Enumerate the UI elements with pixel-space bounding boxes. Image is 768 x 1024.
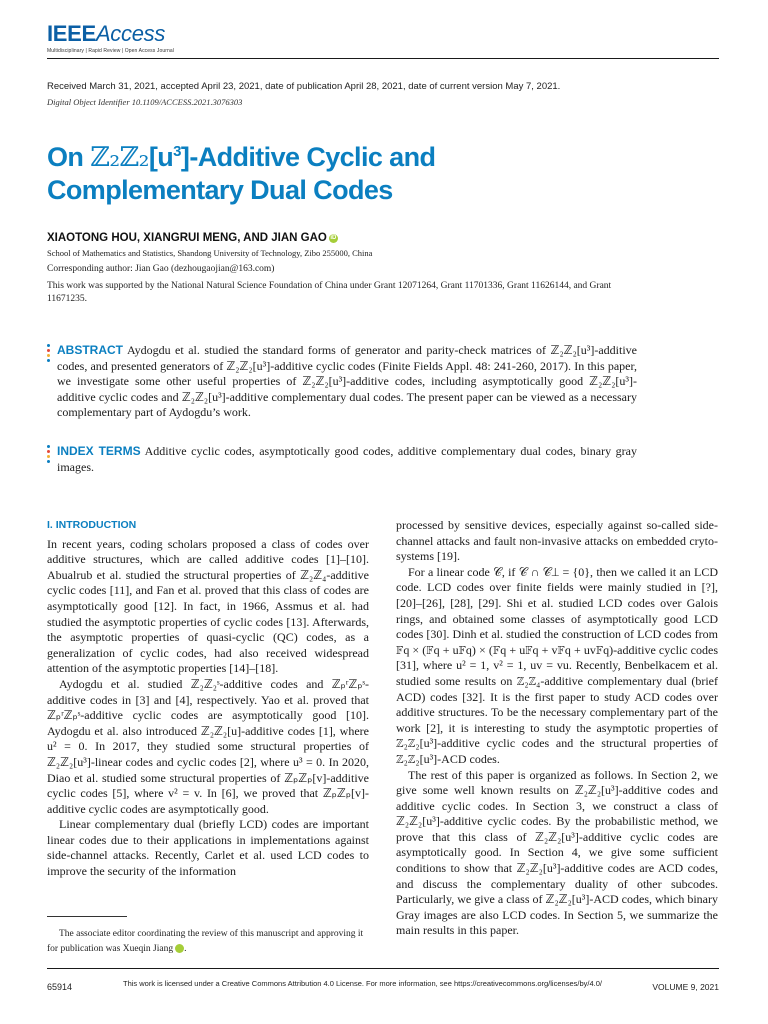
license-note[interactable]: This work is licensed under a Creative Commons Attribution 4.0 License. For more information, see https://creativecommons.org/licenses/by/4.0/ — [123, 979, 602, 988]
paragraph: Aydogdu et al. studied ℤ₂ℤ₂ˢ-additive codes and ℤₚʳℤₚˢ-additive codes in [3] and [4], respectively. Yao et al. proved that ℤₚʳℤₚˢ-additive cyclic codes are asymptotically good [10]. Aydogdu et al. also introduced ℤ₂ℤ₂[u]-additive codes [1], where u² = 0. In 2017, they studied some structural properties of ℤ₂ℤ₂[u³]-linear codes and cyclic codes [2], where u³ = 0. In 2020, Diao et al. studied some structural properties of ℤₚℤₚ[v]-additive cyclic codes [5], where v² = v. In [6], we proved that ℤₚℤₚ[v]-additive cyclic codes are asymptotically good. — [47, 676, 369, 816]
corresponding-author: Corresponding author: Jian Gao (dezhougaojian@163.com) — [47, 264, 275, 274]
journal-tagline: Multidisciplinary | Rapid Review | Open Access Journal — [47, 48, 174, 54]
ieee-access-logo: IEEEAccess — [47, 21, 166, 46]
footnote-rule — [47, 916, 127, 917]
volume-label: VOLUME 9, 2021 — [652, 982, 719, 992]
header-rule — [47, 58, 719, 59]
abstract — [47, 343, 637, 421]
paragraph: The rest of this paper is organized as follows. In Section 2, we give some well known results on ℤ₂ℤ₂[u³]-additive codes and additive cyclic codes. In Section 3, we construct a class of ℤ₂ℤ₂[u³]-additive cyclic codes. By the probabilistic method, we prove that this class of ℤ₂ℤ₂[u³]-additive cyclic codes are asymptotically good. In Section 4, we give some sufficient conditions to show that ℤ₂ℤ₂[u³]-additive codes are ACD codes, and discuss the complementary duality of other subcodes. Particularly, we give a class of ℤ₂ℤ₂[u³]-ACD codes, which binary Gray images are also LCD codes. In Section 5, we summarize the main results in this paper. — [396, 767, 718, 938]
page-number: 65914 — [47, 982, 73, 992]
index-terms — [47, 444, 637, 475]
orcid-icon[interactable]: iD — [330, 235, 337, 241]
paper-title: On $ℤ_2ℤ_2[u^3]$-Additive Cyclic and Complementary Dual Codes — [47, 142, 436, 205]
journal-masthead — [47, 22, 174, 54]
author-list: XIAOTONG HOU, XIANGRUI MENG, AND JIAN GAO iD — [47, 232, 337, 244]
affiliation: School of Mathematics and Statistics, Shandong University of Technology, Zibo 255000, China — [47, 248, 373, 258]
section-heading-introduction: I. INTRODUCTION — [47, 519, 137, 531]
paragraph: processed by sensitive devices, especially against so-called side-channel attacks and fault non-invasive attacks on embedded cryto-systems [19]. — [396, 518, 718, 564]
right-column — [396, 518, 718, 939]
index-terms-text: Additive cyclic codes, asymptotically good codes, additive complementary dual codes, binary gray images. — [57, 444, 637, 474]
paragraph: Linear complementary dual (briefly LCD) codes are important linear codes due to their applications in implementations against side-channel attacks. Recently, Carlet et al. used LCD codes to improve the security of the information — [47, 817, 369, 879]
funding-note: This work was supported by the National Natural Science Foundation of China under Grant 12071264, Grant 11701336, Grant 11626144, and Grant 11671235. — [47, 281, 612, 304]
paragraph: In recent years, coding scholars proposed a class of codes over additive structures, which are called additive codes [1]–[10]. Abualrub et al. studied the structural properties of ℤ₂ℤ₄-additive cyclic codes [11], and Fan et al. proved that this class of codes are asymptotically good [12]. In fact, in 1966, Assmus et al. had studied the asymptotic properties of cyclic codes [13]. Afterwards, the asymptotic properties of quasi-cyclic (QC) codes, as a generalization of cyclic codes, had also received widespread attention of the asymptotic properties [14]–[18]. — [47, 536, 369, 676]
footer-rule — [47, 968, 719, 969]
abstract-label: ABSTRACT — [57, 343, 123, 357]
doi[interactable]: Digital Object Identifier 10.1109/ACCESS.2021.3076303 — [47, 97, 243, 107]
received-dates: Received March 31, 2021, accepted April 23, 2021, date of publication April 28, 2021, date of current version May 7, 2021. — [47, 81, 561, 92]
abstract-marker-icon — [47, 344, 51, 364]
orcid-icon[interactable]: iD — [175, 944, 184, 953]
index-terms-marker-icon — [47, 445, 51, 465]
editor-footnote: The associate editor coordinating the review of this manuscript and approving it for publication was Xueqin Jiang iD. — [47, 929, 364, 954]
abstract-text: Aydogdu et al. studied the standard forms of generator and parity-check matrices of ℤ₂ℤ₂[u³]-additive codes, and presented generators of ℤ₂ℤ₂[u³]-additive cyclic codes (Finite Fields Appl. 48: 241-260, 2017). In this paper, we investigate some other useful properties of ℤ₂ℤ₂[u³]-additive codes, including asymptotically good ℤ₂ℤ₂[u³]-additive cyclic codes and ℤ₂ℤ₂[u³]-additive complementary dual codes. The present paper can be viewed as a necessary complementary part of Aydogdu’s work. — [57, 343, 637, 419]
left-column — [47, 518, 369, 880]
index-terms-label: INDEX TERMS — [57, 444, 141, 458]
paragraph: For a linear code 𝒞, if 𝒞 ∩ 𝒞⊥ = {0}, then we called it an LCD code. LCD codes over finite fields were mainly studied in [?], [20]–[26], [28], [29]. Shi et al. studied LCD codes over Galois rings, and obtained some classes of asymptotically good LCD codes [30]. Dinh et al. studied the construction of LCD codes from 𝔽q × (𝔽q + u𝔽q) × (𝔽q + u𝔽q + v𝔽q + uv𝔽q)-additive cyclic codes [31], where u² = 1, v² = 1, uv = vu. Recently, Benbelkacem et al. studied some results on ℤ₂ℤ₄-additive complementary dual (brief ACD) codes [32]. It is the first paper to study ACD codes over additive structures. To be the necessary complementary part of the work [2], it is interesting to study the asymptotic properties of ℤ₂ℤ₂[u³]-additive cyclic codes and the structural properties of ℤ₂ℤ₂[u³]-ACD codes. — [396, 564, 718, 766]
